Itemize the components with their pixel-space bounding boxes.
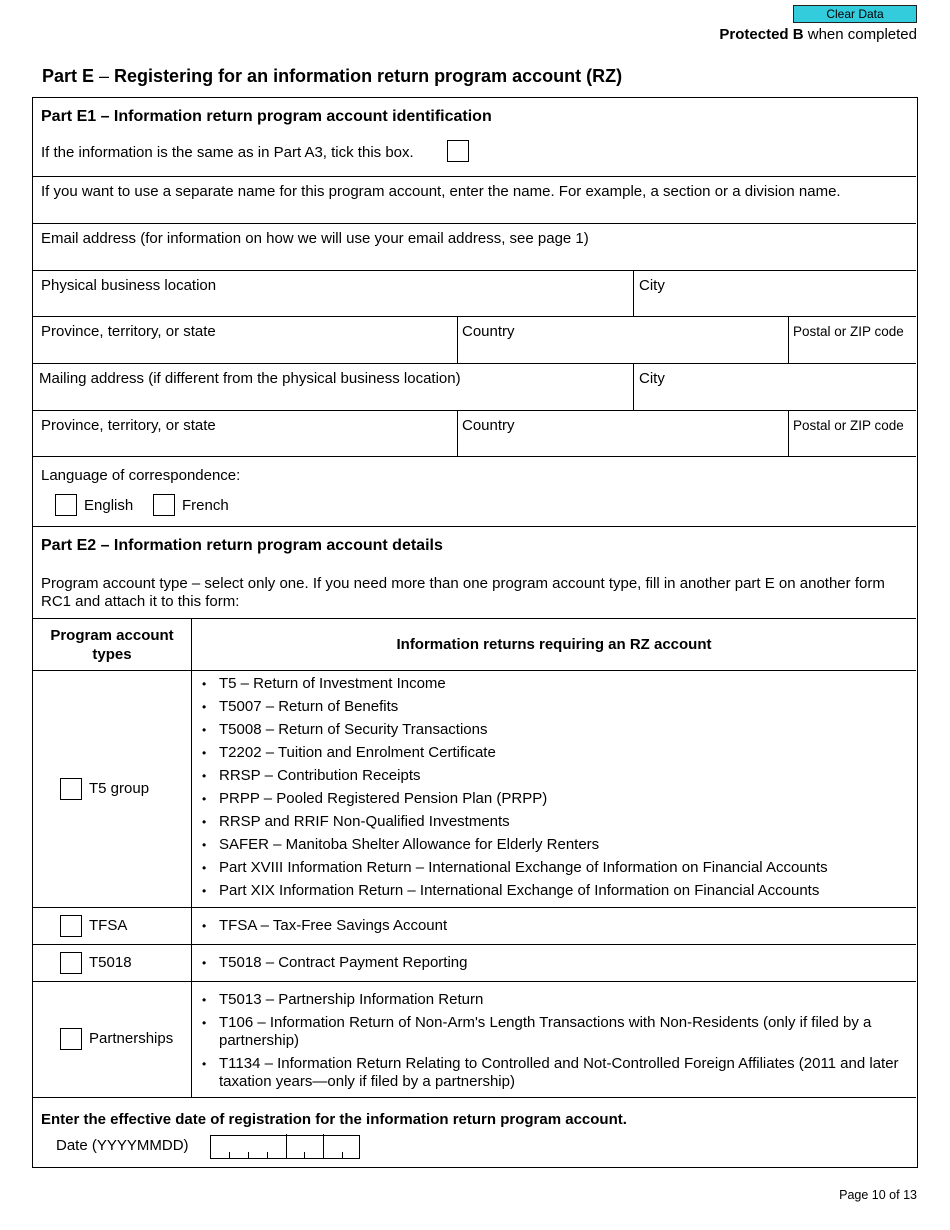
e2-intro: Program account type – select only one. If you need more than one program account type, fill in another part E on another form RC1 and attach it to this form: bbox=[41, 575, 885, 610]
table-row-partnerships bbox=[33, 982, 916, 1098]
effective-date-row bbox=[33, 1098, 916, 1166]
tfsa-list bbox=[202, 917, 447, 940]
physical-province-label: Province, territory, or state bbox=[41, 323, 216, 340]
e1-heading: Part E1 – Information return program account identification bbox=[41, 108, 492, 125]
physical-country-label: Country bbox=[462, 323, 515, 340]
separate-name-label: If you want to use a separate name for this program account, enter the name. For example, a section or a division name. bbox=[41, 183, 841, 200]
e2-heading: Part E2 – Information return program account details bbox=[41, 537, 443, 554]
t5-group-label: T5 group bbox=[89, 780, 150, 797]
list-item: • T5018 – Contract Payment Reporting bbox=[202, 954, 467, 972]
french-checkbox[interactable] bbox=[153, 494, 175, 516]
mailing-country-label: Country bbox=[462, 417, 515, 434]
email-label: Email address (for information on how we will use your email address, see page 1) bbox=[41, 230, 589, 247]
t5018-list bbox=[202, 954, 467, 977]
list-item: • T2202 – Tuition and Enrolment Certificate bbox=[202, 744, 828, 762]
mailing-address-label: Mailing address (if different from the physical business location) bbox=[39, 370, 461, 387]
physical-city-field[interactable] bbox=[633, 271, 916, 316]
table-row-t5018 bbox=[33, 945, 916, 982]
mailing-province-field[interactable] bbox=[33, 411, 457, 456]
protected-b-notice: Protected B when completed bbox=[719, 26, 917, 43]
list-item: • Part XVIII Information Return – International Exchange of Information on Financial Accounts bbox=[202, 859, 828, 877]
email-field[interactable] bbox=[33, 224, 916, 271]
list-item: • SAFER – Manitoba Shelter Allowance for Elderly Renters bbox=[202, 836, 828, 854]
separate-name-field[interactable] bbox=[33, 177, 916, 224]
same-as-a3-checkbox[interactable] bbox=[447, 140, 469, 162]
col-information-returns: Information returns requiring an RZ account bbox=[396, 636, 712, 653]
list-item: • TFSA – Tax-Free Savings Account bbox=[202, 917, 447, 935]
t5018-checkbox[interactable] bbox=[60, 952, 82, 974]
list-item: • RRSP and RRIF Non-Qualified Investments bbox=[202, 813, 828, 831]
english-checkbox[interactable] bbox=[55, 494, 77, 516]
mailing-postal-label: Postal or ZIP code bbox=[793, 418, 904, 433]
list-item: • T1134 – Information Return Relating to Controlled and Not-Controlled Foreign Affiliates (2011 and later taxation years—only if filed by a partnership) bbox=[202, 1055, 907, 1091]
mailing-address-field[interactable] bbox=[33, 364, 633, 410]
t5-group-checkbox[interactable] bbox=[60, 778, 82, 800]
list-item: • PRPP – Pooled Registered Pension Plan (PRPP) bbox=[202, 790, 828, 808]
mailing-city-label: City bbox=[639, 370, 665, 387]
french-label: French bbox=[182, 497, 229, 514]
partnerships-checkbox[interactable] bbox=[60, 1028, 82, 1050]
physical-location-label: Physical business location bbox=[41, 277, 217, 294]
table-header bbox=[33, 619, 916, 671]
effective-date-input[interactable] bbox=[210, 1135, 360, 1159]
mailing-postal-field[interactable] bbox=[788, 411, 916, 456]
physical-province-field[interactable] bbox=[33, 317, 457, 363]
mailing-country-field[interactable] bbox=[457, 411, 788, 456]
page-number: Page 10 of 13 bbox=[839, 1188, 917, 1202]
list-item: • Part XIX Information Return – International Exchange of Information on Financial Accounts bbox=[202, 882, 828, 900]
list-item: • T5007 – Return of Benefits bbox=[202, 698, 828, 716]
date-label: Date (YYYYMMDD) bbox=[56, 1137, 189, 1154]
language-row bbox=[33, 457, 916, 527]
part-e-form bbox=[32, 97, 918, 1168]
english-label: English bbox=[84, 497, 134, 514]
same-as-a3-label: If the information is the same as in Part A3, tick this box. bbox=[41, 144, 414, 161]
list-item: • T106 – Information Return of Non-Arm's Length Transactions with Non-Residents (only if filed by a partnership) bbox=[202, 1014, 907, 1050]
physical-postal-field[interactable] bbox=[788, 317, 916, 363]
mailing-address-row bbox=[33, 364, 916, 411]
partnerships-label: Partnerships bbox=[89, 1030, 174, 1047]
mailing-province-label: Province, territory, or state bbox=[41, 417, 216, 434]
physical-postal-label: Postal or ZIP code bbox=[793, 324, 904, 339]
physical-city-label: City bbox=[639, 277, 665, 294]
tfsa-checkbox[interactable] bbox=[60, 915, 82, 937]
part-e-title: Part E – Registering for an information return program account (RZ) bbox=[42, 66, 623, 86]
t5-group-list bbox=[202, 675, 828, 905]
physical-country-field[interactable] bbox=[457, 317, 788, 363]
physical-location-field[interactable] bbox=[33, 271, 633, 316]
list-item: • T5008 – Return of Security Transactions bbox=[202, 721, 828, 739]
table-row-tfsa bbox=[33, 908, 916, 945]
partnerships-list bbox=[202, 991, 907, 1096]
physical-address-row bbox=[33, 271, 916, 317]
clear-data-button[interactable]: Clear Data bbox=[793, 5, 917, 23]
e1-identification-row bbox=[33, 98, 916, 177]
tfsa-label: TFSA bbox=[89, 917, 128, 934]
t5018-label: T5018 bbox=[89, 954, 132, 971]
table-row-t5-group bbox=[33, 671, 916, 908]
list-item: • T5 – Return of Investment Income bbox=[202, 675, 828, 693]
language-label: Language of correspondence: bbox=[41, 467, 241, 484]
col-program-types: Program account types bbox=[50, 626, 174, 663]
mailing-city-field[interactable] bbox=[633, 364, 916, 410]
list-item: • RRSP – Contribution Receipts bbox=[202, 767, 828, 785]
mailing-region-row bbox=[33, 411, 916, 457]
physical-region-row bbox=[33, 317, 916, 364]
e2-details-row bbox=[33, 527, 916, 619]
effective-date-heading: Enter the effective date of registration for the information return program account. bbox=[41, 1111, 627, 1128]
list-item: • T5013 – Partnership Information Return bbox=[202, 991, 907, 1009]
